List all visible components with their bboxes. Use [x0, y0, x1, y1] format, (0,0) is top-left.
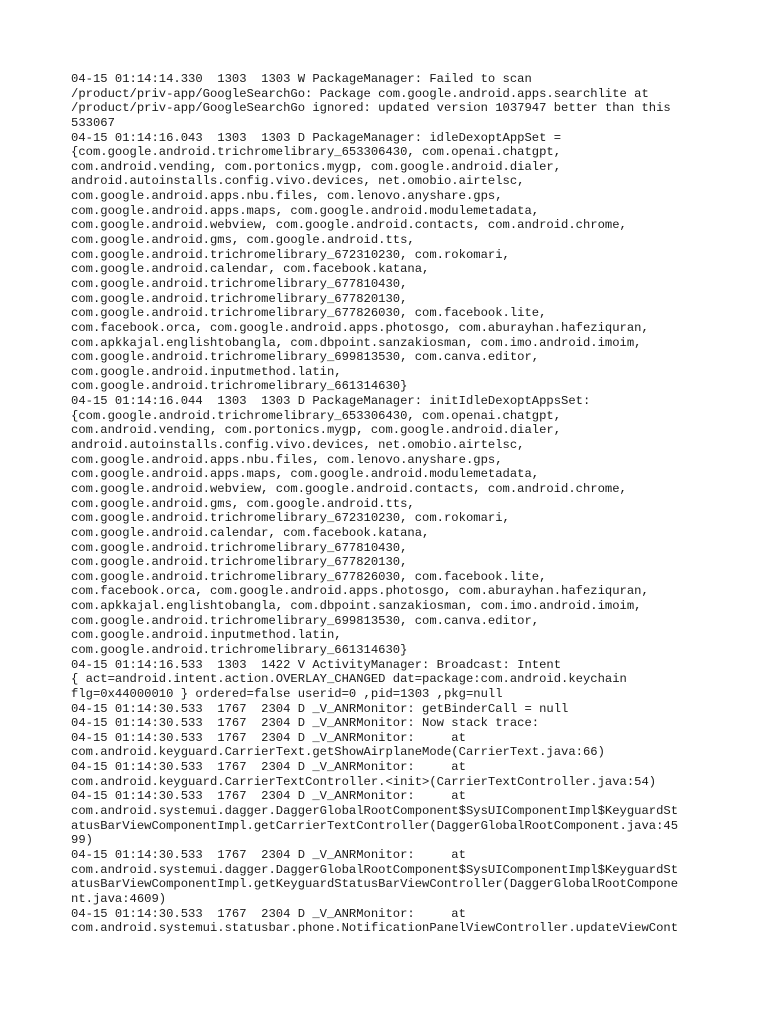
log-line: com.android.vending, com.portonics.mygp, com.google.android.dialer, [71, 423, 562, 438]
log-line: com.android.systemui.statusbar.phone.NotificationPanelViewController.updateViewCont [71, 921, 679, 936]
log-line: /product/priv-app/GoogleSearchGo ignored: updated version 1037947 better than this [71, 101, 671, 116]
log-line: android.autoinstalls.config.vivo.devices, net.omobio.airtelsc, [71, 174, 525, 189]
log-line: com.google.android.apps.maps, com.google.android.modulemetadata, [71, 203, 540, 218]
log-line: com.google.android.apps.nbu.files, com.lenovo.anyshare.gps, [71, 452, 503, 467]
log-line: nt.java:4609) [71, 891, 167, 906]
log-line: atusBarViewComponentImpl.getCarrierTextController(DaggerGlobalRootComponent.java:45 [71, 818, 679, 833]
log-line: com.google.android.trichromelibrary_672310230, com.rokomari, [71, 247, 510, 262]
log-line: {com.google.android.trichromelibrary_653306430, com.openai.chatgpt, [71, 145, 562, 160]
log-line: com.facebook.orca, com.google.android.apps.photosgo, com.aburayhan.hafeziquran, [71, 320, 649, 335]
log-line: com.google.android.trichromelibrary_661314630} [71, 642, 408, 657]
log-line: 04-15 01:14:30.533 1767 2304 D _V_ANRMonitor: Now stack trace: [71, 716, 540, 731]
log-line: com.google.android.trichromelibrary_677826030, com.facebook.lite, [71, 569, 547, 584]
log-line: com.google.android.trichromelibrary_699813530, com.canva.editor, [71, 350, 540, 365]
log-line: com.google.android.calendar, com.facebook.katana, [71, 525, 430, 540]
log-line: com.android.systemui.dagger.DaggerGlobalRootComponent$SysUIComponentImpl$KeyguardSt [71, 804, 679, 819]
log-line: com.apkkajal.englishtobangla, com.dbpoint.sanzakiosman, com.imo.android.imoim, [71, 335, 642, 350]
log-line: /product/priv-app/GoogleSearchGo: Package com.google.android.apps.searchlite at [71, 86, 649, 101]
log-line: 04-15 01:14:30.533 1767 2304 D _V_ANRMonitor: at [71, 789, 466, 804]
log-line: 533067 [71, 115, 115, 130]
log-line: {com.google.android.trichromelibrary_653306430, com.openai.chatgpt, [71, 408, 562, 423]
log-line: com.android.keyguard.CarrierTextController.<init>(CarrierTextController.java:54) [71, 774, 657, 789]
log-line: com.google.android.trichromelibrary_677826030, com.facebook.lite, [71, 306, 547, 321]
log-document [71, 72, 711, 936]
log-line: 04-15 01:14:14.330 1303 1303 W PackageManager: Failed to scan [71, 72, 532, 86]
log-line: 04-15 01:14:16.044 1303 1303 D PackageManager: initIdleDexoptAppsSet: [71, 394, 591, 409]
log-line: 04-15 01:14:30.533 1767 2304 D _V_ANRMonitor: at [71, 847, 466, 862]
log-line: com.google.android.inputmethod.latin, [71, 628, 342, 643]
log-line: com.android.vending, com.portonics.mygp, com.google.android.dialer, [71, 159, 562, 174]
log-line: 04-15 01:14:16.043 1303 1303 D PackageManager: idleDexoptAppSet = [71, 130, 562, 145]
log-line: com.google.android.trichromelibrary_699813530, com.canva.editor, [71, 613, 540, 628]
log-line: 04-15 01:14:30.533 1767 2304 D _V_ANRMonitor: at [71, 906, 466, 921]
log-line: com.apkkajal.englishtobangla, com.dbpoint.sanzakiosman, com.imo.android.imoim, [71, 599, 642, 614]
log-line: com.google.android.webview, com.google.android.contacts, com.android.chrome, [71, 218, 627, 233]
log-line: com.google.android.calendar, com.facebook.katana, [71, 262, 430, 277]
log-line: atusBarViewComponentImpl.getKeyguardStatusBarViewController(DaggerGlobalRootCompone [71, 877, 679, 892]
log-line: com.google.android.webview, com.google.android.contacts, com.android.chrome, [71, 481, 627, 496]
log-line: com.google.android.apps.nbu.files, com.lenovo.anyshare.gps, [71, 189, 503, 204]
log-line: com.google.android.trichromelibrary_661314630} [71, 379, 408, 394]
log-line: android.autoinstalls.config.vivo.devices, net.omobio.airtelsc, [71, 438, 525, 453]
log-line: 04-15 01:14:30.533 1767 2304 D _V_ANRMonitor: at [71, 730, 466, 745]
log-line: 04-15 01:14:30.533 1767 2304 D _V_ANRMonitor: at [71, 760, 466, 775]
log-line: com.android.keyguard.CarrierText.getShowAirplaneMode(CarrierText.java:66) [71, 745, 605, 760]
log-line: com.google.android.trichromelibrary_677810430, [71, 540, 408, 555]
log-line: com.facebook.orca, com.google.android.apps.photosgo, com.aburayhan.hafeziquran, [71, 584, 649, 599]
log-line: com.google.android.trichromelibrary_677820130, [71, 291, 408, 306]
log-line: 99) [71, 833, 93, 848]
log-line: com.google.android.gms, com.google.android.tts, [71, 496, 415, 511]
log-line: com.google.android.inputmethod.latin, [71, 364, 342, 379]
log-line: com.google.android.trichromelibrary_672310230, com.rokomari, [71, 511, 510, 526]
log-line: com.android.systemui.dagger.DaggerGlobalRootComponent$SysUIComponentImpl$KeyguardSt [71, 862, 679, 877]
log-line: 04-15 01:14:16.533 1303 1422 V ActivityManager: Broadcast: Intent [71, 657, 562, 672]
log-line: com.google.android.trichromelibrary_677820130, [71, 555, 408, 570]
log-line: { act=android.intent.action.OVERLAY_CHANGED dat=package:com.android.keychain [71, 672, 627, 687]
log-line: flg=0x44000010 } ordered=false userid=0 ,pid=1303 ,pkg=null [71, 686, 503, 701]
log-line: com.google.android.apps.maps, com.google.android.modulemetadata, [71, 467, 540, 482]
log-line: com.google.android.gms, com.google.android.tts, [71, 233, 415, 248]
log-line: 04-15 01:14:30.533 1767 2304 D _V_ANRMonitor: getBinderCall = null [71, 701, 569, 716]
log-line: com.google.android.trichromelibrary_677810430, [71, 276, 408, 291]
